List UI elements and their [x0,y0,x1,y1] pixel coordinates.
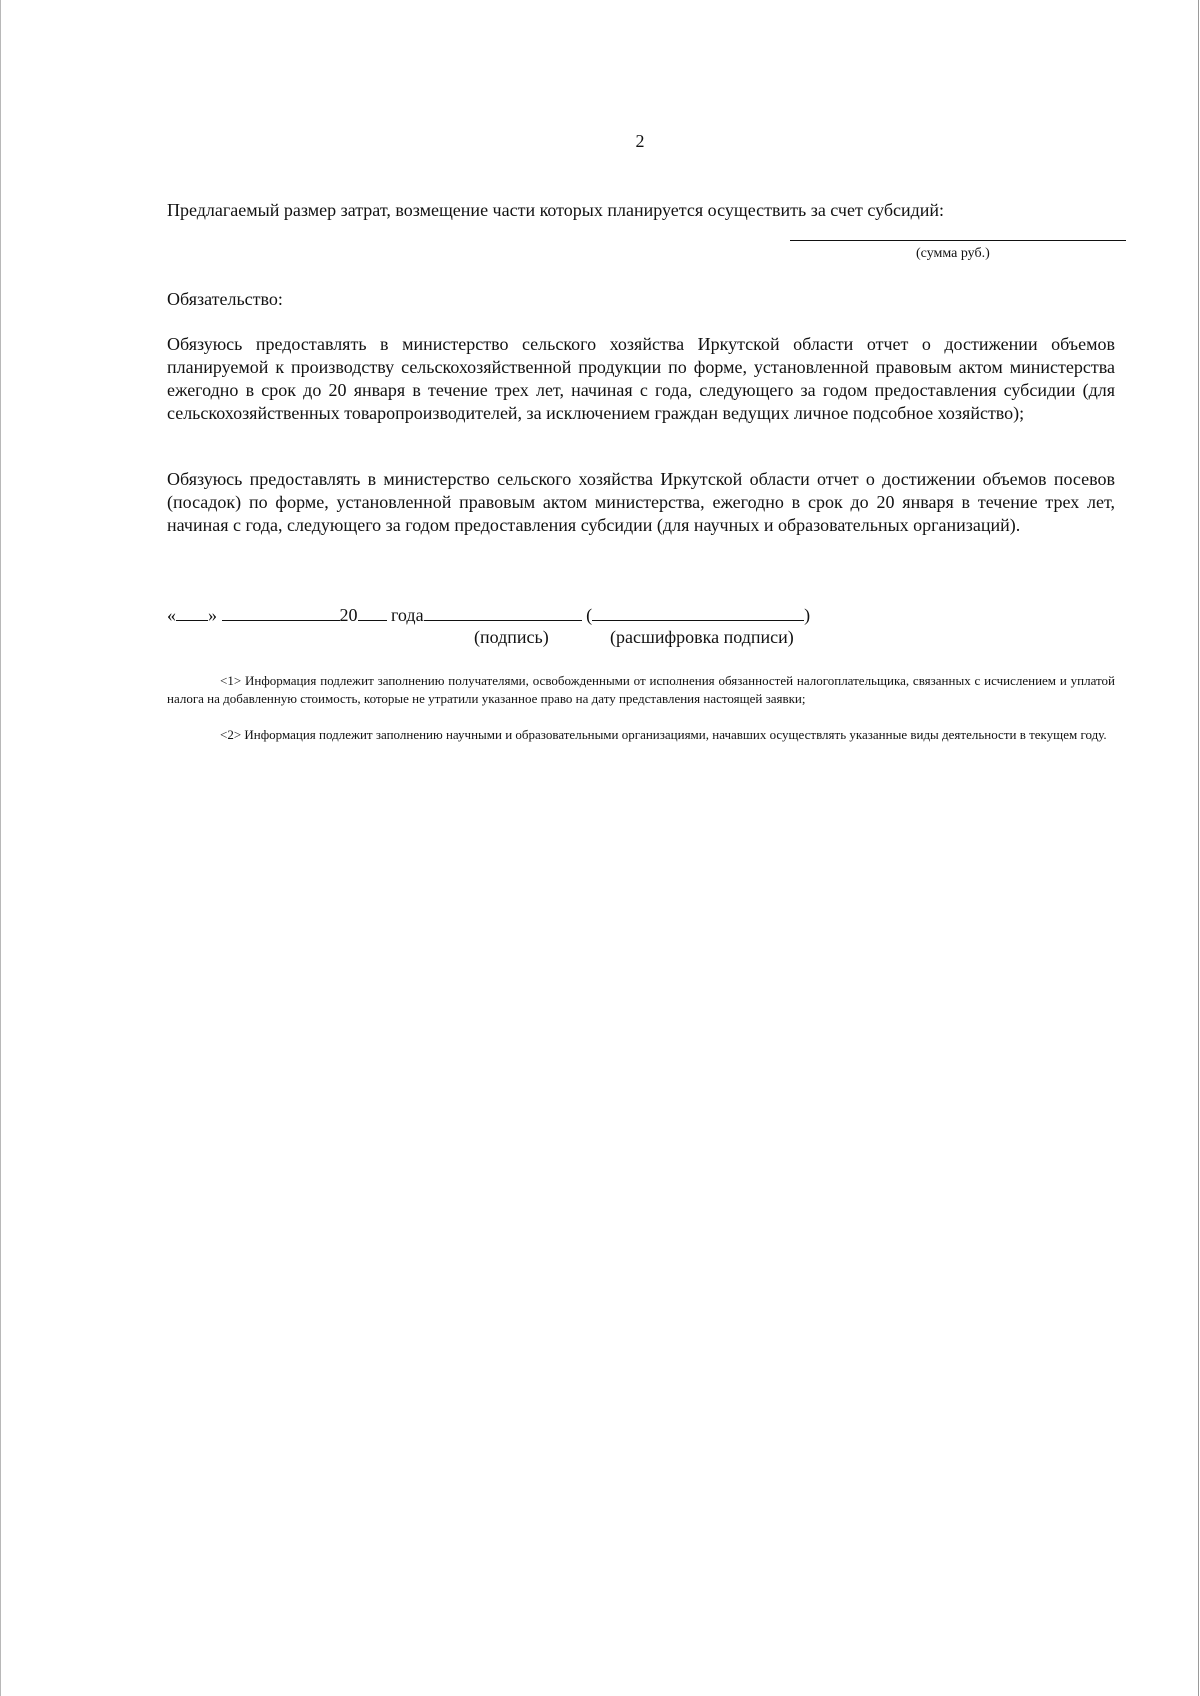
signature-caption: (подпись) [474,627,549,647]
year-blank[interactable] [358,604,387,621]
costs-label: Предлагаемый размер затрат, возмещение части которых планируется осуществить за счет субсидий: [167,200,945,220]
footnote-2: <2> Информация подлежит заполнению научными и образовательными организациями, начавших осуществлять указанные виды деятельности в текущем году. [220,727,1107,742]
obligation-paragraph-1: Обязуюсь предоставлять в министерство сельского хозяйства Иркутской области отчет о достижении объемов планируемой к производству сельскохозяйственной продукции по форме, установленной правовым актом министерства ежегодно в срок до 20 января в течение трех лет, начиная с года, следующего за годом предоставления субсидии (для сельскохозяйственных товаропроизводителей, за исключением граждан ведущих личное подсобное хозяйство); [167,334,1115,423]
day-quote-close: » [208,605,217,625]
sum-caption: (сумма руб.) [916,246,990,261]
decoding-paren-open: ( [586,605,593,625]
signature-blank[interactable] [424,604,582,621]
page-number: 2 [635,131,645,151]
year-century: 20 [339,605,358,625]
footnote-1: <1> Информация подлежит заполнению получателями, освобожденными от исполнения обязанностей налогоплательщика, связанных с исчислением и уплатой налога на добавленную стоимость, которые не утратили указанное право на дату представления настоящей заявки; [167,673,1115,706]
obligation-heading: Обязательство: [167,289,283,309]
page-edge-right [1198,0,1199,1696]
day-blank[interactable] [176,604,208,621]
decoding-blank[interactable] [592,604,804,621]
obligation-paragraph-2: Обязуюсь предоставлять в министерство сельского хозяйства Иркутской области отчет о достижении объемов посевов (посадок) по форме, установленной правовым актом министерства, ежегодно в срок до 20 января в течение трех лет, начиная с года, следующего за годом предоставления субсидии (для научных и образовательных организаций). [167,469,1115,535]
month-blank[interactable] [222,604,340,621]
sum-field-line[interactable] [790,240,1126,241]
signature-line [167,604,810,626]
decoding-paren-close: ) [804,605,811,625]
page-edge-left [0,0,1,1696]
signature-decoding-caption: (расшифровка подписи) [610,627,794,647]
year-word: года [391,605,424,625]
day-quote-open: « [167,605,176,625]
